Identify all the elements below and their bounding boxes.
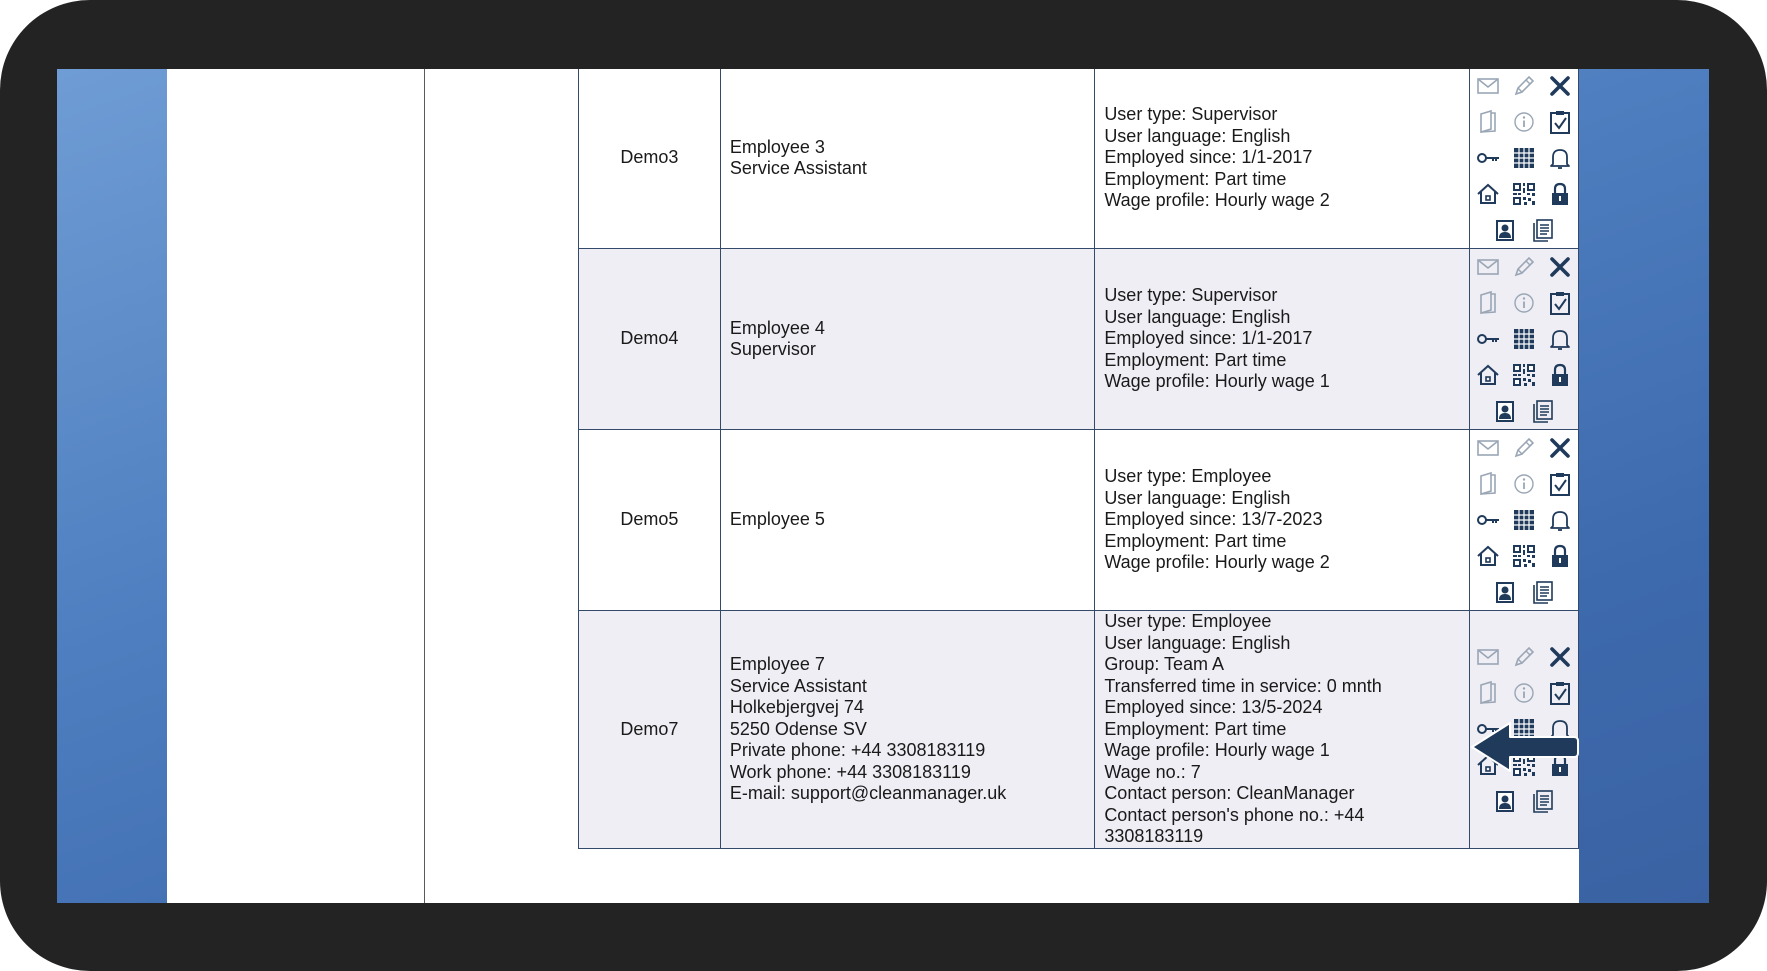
info-detail-line: Contact person's phone no.: +44 xyxy=(1104,804,1365,825)
name-detail-line: Employee 3 xyxy=(729,136,825,157)
key-icon[interactable] xyxy=(1470,140,1506,176)
delete-x-icon[interactable] xyxy=(1542,430,1578,466)
delete-x-icon[interactable] xyxy=(1542,639,1578,675)
info-detail-line: Employed since: 13/5-2024 xyxy=(1104,697,1323,717)
info-detail-line: User language: English xyxy=(1104,632,1291,653)
action-icon-grid xyxy=(1470,249,1578,429)
delete-x-icon[interactable] xyxy=(1542,69,1578,104)
document-icon[interactable] xyxy=(1470,466,1506,502)
calendar-grid-icon[interactable] xyxy=(1506,140,1542,176)
mail-icon[interactable] xyxy=(1470,249,1506,285)
lock-icon[interactable] xyxy=(1542,357,1578,393)
name-detail-line: Service Assistant xyxy=(729,675,867,696)
name-detail-line: Supervisor xyxy=(729,339,816,359)
action-icon-last-row xyxy=(1470,393,1578,429)
table-row xyxy=(579,69,1579,249)
sidebar-divider xyxy=(424,69,425,903)
info-detail-line: Employed since: 1/1-2017 xyxy=(1104,328,1313,349)
info-detail-line: Wage no.: 7 xyxy=(1104,761,1201,782)
edit-pencil-icon[interactable] xyxy=(1506,430,1542,466)
edit-pencil-icon[interactable] xyxy=(1506,249,1542,285)
actions-cell xyxy=(1469,249,1578,430)
employee-id-cell: Demo4 xyxy=(579,249,721,430)
info-detail-line: User type: Supervisor xyxy=(1104,285,1278,306)
info-detail-line: User language: English xyxy=(1104,125,1291,146)
table-row xyxy=(579,430,1579,611)
employee-name-cell xyxy=(720,611,1094,849)
calendar-grid-icon[interactable] xyxy=(1506,502,1542,538)
info-icon[interactable] xyxy=(1506,285,1542,321)
user-card-icon[interactable] xyxy=(1487,393,1523,429)
mail-icon[interactable] xyxy=(1470,430,1506,466)
delete-x-icon[interactable] xyxy=(1542,249,1578,285)
checklist-icon[interactable] xyxy=(1542,104,1578,140)
info-icon[interactable] xyxy=(1506,466,1542,502)
actions-cell xyxy=(1469,430,1578,611)
document-icon[interactable] xyxy=(1470,675,1506,711)
user-card-icon[interactable] xyxy=(1487,783,1523,819)
name-detail-line: Holkebjergvej 74 xyxy=(729,697,864,717)
bell-icon[interactable] xyxy=(1542,502,1578,538)
lock-icon[interactable] xyxy=(1542,538,1578,574)
action-icon-last-row xyxy=(1470,212,1578,248)
name-detail-line: Work phone: +44 3308183119 xyxy=(729,761,971,782)
action-icon-grid xyxy=(1470,69,1578,248)
info-detail-line: Group: Team A xyxy=(1104,654,1225,674)
employee-id-cell: Demo7 xyxy=(579,611,721,849)
info-icon[interactable] xyxy=(1506,104,1542,140)
checklist-icon[interactable] xyxy=(1542,285,1578,321)
name-detail-line: Employee 5 xyxy=(729,509,825,530)
name-detail-line: E-mail: support@cleanmanager.uk xyxy=(729,783,1007,803)
employee-table xyxy=(578,69,1579,849)
copy-documents-icon[interactable] xyxy=(1525,393,1561,429)
mail-icon[interactable] xyxy=(1470,639,1506,675)
info-detail-line: Employment: Part time xyxy=(1104,530,1287,551)
edit-pencil-icon[interactable] xyxy=(1506,69,1542,104)
checklist-icon[interactable] xyxy=(1542,466,1578,502)
calendar-grid-icon[interactable] xyxy=(1506,321,1542,357)
pointer-arrow-icon xyxy=(1470,721,1580,773)
info-icon[interactable] xyxy=(1506,675,1542,711)
info-detail-line: User language: English xyxy=(1104,306,1291,327)
employee-info-cell xyxy=(1095,249,1470,430)
info-detail-line: User language: English xyxy=(1104,487,1291,508)
qr-code-icon[interactable] xyxy=(1506,357,1542,393)
action-icon-last-row xyxy=(1470,574,1578,610)
employee-id-cell: Demo3 xyxy=(579,69,721,249)
name-detail-line: Private phone: +44 3308183119 xyxy=(729,740,986,760)
name-detail-line: Service Assistant xyxy=(729,158,867,178)
mail-icon[interactable] xyxy=(1470,69,1506,104)
action-icon-last-row xyxy=(1470,783,1578,819)
name-detail-line: Employee 7 xyxy=(729,654,825,674)
employee-name-cell xyxy=(720,69,1094,249)
info-detail-line: Contact person: CleanManager xyxy=(1104,783,1355,803)
copy-documents-icon[interactable] xyxy=(1525,574,1561,610)
employee-info-cell xyxy=(1095,611,1470,849)
page-content xyxy=(167,69,1579,903)
info-detail-line: Employment: Part time xyxy=(1104,349,1287,370)
document-icon[interactable] xyxy=(1470,104,1506,140)
edit-pencil-icon[interactable] xyxy=(1506,639,1542,675)
user-card-icon[interactable] xyxy=(1487,212,1523,248)
info-detail-line: Employed since: 1/1-2017 xyxy=(1104,147,1313,168)
home-icon[interactable] xyxy=(1470,538,1506,574)
info-detail-line: Employment: Part time xyxy=(1104,718,1287,739)
bell-icon[interactable] xyxy=(1542,321,1578,357)
key-icon[interactable] xyxy=(1470,321,1506,357)
qr-code-icon[interactable] xyxy=(1506,538,1542,574)
info-detail-line: Employment: Part time xyxy=(1104,168,1287,189)
info-detail-line: Wage profile: Hourly wage 2 xyxy=(1104,190,1330,211)
qr-code-icon[interactable] xyxy=(1506,176,1542,212)
name-detail-line: 5250 Odense SV xyxy=(729,718,867,739)
info-detail-line: Wage profile: Hourly wage 1 xyxy=(1104,371,1330,392)
employee-name-cell xyxy=(720,249,1094,430)
home-icon[interactable] xyxy=(1470,357,1506,393)
table-row xyxy=(579,611,1579,849)
info-detail-line: Wage profile: Hourly wage 2 xyxy=(1104,552,1330,573)
info-detail-line: User type: Employee xyxy=(1104,611,1272,631)
info-detail-line: User type: Employee xyxy=(1104,466,1272,487)
action-icon-grid xyxy=(1470,430,1578,610)
copy-documents-icon[interactable] xyxy=(1525,212,1561,248)
user-card-icon[interactable] xyxy=(1487,574,1523,610)
lock-icon[interactable] xyxy=(1542,176,1578,212)
employee-info-cell xyxy=(1095,69,1470,249)
info-detail-line: Wage profile: Hourly wage 1 xyxy=(1104,740,1330,760)
table-row xyxy=(579,249,1579,430)
checklist-icon[interactable] xyxy=(1542,675,1578,711)
actions-cell xyxy=(1469,69,1578,249)
info-detail-line: Employed since: 13/7-2023 xyxy=(1104,509,1323,530)
info-detail-line: User type: Supervisor xyxy=(1104,104,1278,125)
employee-name-cell xyxy=(720,430,1094,611)
info-detail-line: 3308183119 xyxy=(1104,826,1204,846)
employee-info-cell xyxy=(1095,430,1470,611)
home-icon[interactable] xyxy=(1470,176,1506,212)
key-icon[interactable] xyxy=(1470,502,1506,538)
bell-icon[interactable] xyxy=(1542,140,1578,176)
info-detail-line: Transferred time in service: 0 mnth xyxy=(1104,675,1382,696)
name-detail-line: Employee 4 xyxy=(729,317,825,338)
document-icon[interactable] xyxy=(1470,285,1506,321)
copy-documents-icon[interactable] xyxy=(1525,783,1561,819)
screen xyxy=(57,69,1709,903)
employee-id-cell: Demo5 xyxy=(579,430,721,611)
